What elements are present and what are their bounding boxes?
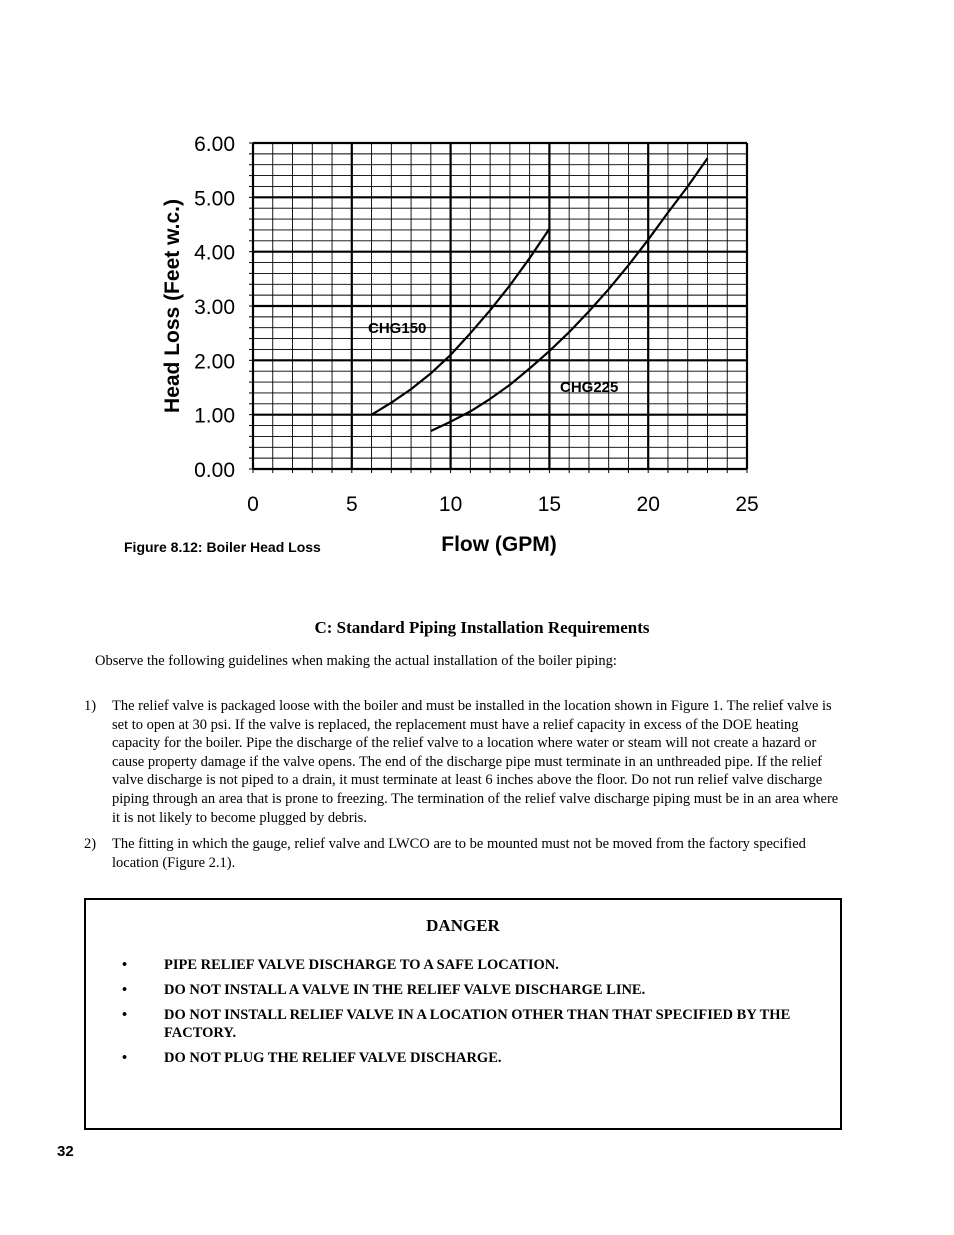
x-tick-label: 10 xyxy=(438,493,463,516)
danger-item xyxy=(122,956,812,974)
list-item-text: The relief valve is packaged loose with the boiler and must be installed in the location shown in Figure 1. The relief valve is set to open at 30 psi. If the valve is replaced, the replacement must have a relief capacity in excess of the DOE heating capacity for the boiler. Pipe the discharge of the relief valve to a location where water or steam will not create a hazard or cause property damage if the valve opens. The end of the discharge pipe must terminate in an unthreaded pipe. If the relief valve discharge is not piped to a drain, it must terminate at least 6 inches above the floor. Do not run relief valve discharge piping through an area that is prone to freezing. The termination of the relief valve discharge piping must be in an area where it is not likely to become plugged by debris. xyxy=(112,698,839,826)
y-tick-labels xyxy=(194,133,235,482)
bullet: • xyxy=(122,982,128,998)
danger-item xyxy=(122,1049,812,1067)
bullet: • xyxy=(122,957,128,973)
list-item-number: 2) xyxy=(84,836,97,852)
y-axis-label: Head Loss (Feet w.c.) xyxy=(161,199,184,413)
x-axis-label: Flow (GPM) xyxy=(441,533,557,556)
x-tick-label: 15 xyxy=(537,493,562,516)
danger-item-text: DO NOT INSTALL RELIEF VALVE IN A LOCATION OTHER THAN THAT SPECIFIED BY THE FACTORY. xyxy=(164,1007,791,1041)
danger-list xyxy=(122,956,812,1074)
y-tick-label: 4.00 xyxy=(194,241,235,265)
danger-item xyxy=(122,1006,812,1042)
danger-item-text: PIPE RELIEF VALVE DISCHARGE TO A SAFE LOCATION. xyxy=(164,957,559,973)
series-label-chg150: CHG150 xyxy=(368,320,427,337)
chart-tick-marks xyxy=(249,143,747,473)
page-number: 32 xyxy=(57,1143,74,1160)
danger-item xyxy=(122,981,812,999)
danger-title: DANGER xyxy=(426,916,500,935)
y-tick-label: 2.00 xyxy=(194,350,235,374)
y-tick-label: 0.00 xyxy=(194,459,235,482)
danger-box xyxy=(84,898,842,1130)
chart-series xyxy=(372,158,708,431)
section-intro: Observe the following guidelines when making the actual installation of the boiler piping: xyxy=(95,653,617,669)
x-tick-label: 25 xyxy=(735,493,759,516)
series-label-chg225: CHG225 xyxy=(560,379,619,396)
list-item xyxy=(84,697,844,827)
list-item xyxy=(84,835,844,872)
danger-item-text: DO NOT INSTALL A VALVE IN THE RELIEF VALVE DISCHARGE LINE. xyxy=(164,982,646,998)
bullet: • xyxy=(122,1007,128,1023)
x-tick-labels xyxy=(247,493,759,516)
x-tick-label: 5 xyxy=(345,493,358,516)
head-loss-chart xyxy=(0,0,954,600)
x-tick-label: 0 xyxy=(247,493,259,516)
list-item-text: The fitting in which the gauge, relief valve and LWCO are to be mounted must not be moved from the factory specified location (Figure 2.1). xyxy=(112,836,806,871)
y-tick-label: 3.00 xyxy=(194,296,235,319)
chart-major-grid xyxy=(253,143,747,469)
list-item-number: 1) xyxy=(84,698,97,714)
danger-item-text: DO NOT PLUG THE RELIEF VALVE DISCHARGE. xyxy=(164,1050,502,1066)
y-tick-label: 5.00 xyxy=(194,187,235,211)
x-tick-label: 20 xyxy=(636,493,660,516)
bullet: • xyxy=(122,1050,128,1066)
y-tick-label: 1.00 xyxy=(194,404,235,428)
section-title: C: Standard Piping Installation Requirements xyxy=(314,618,650,637)
figure-caption: Figure 8.12: Boiler Head Loss xyxy=(124,539,321,555)
y-tick-label: 6.00 xyxy=(194,133,235,156)
